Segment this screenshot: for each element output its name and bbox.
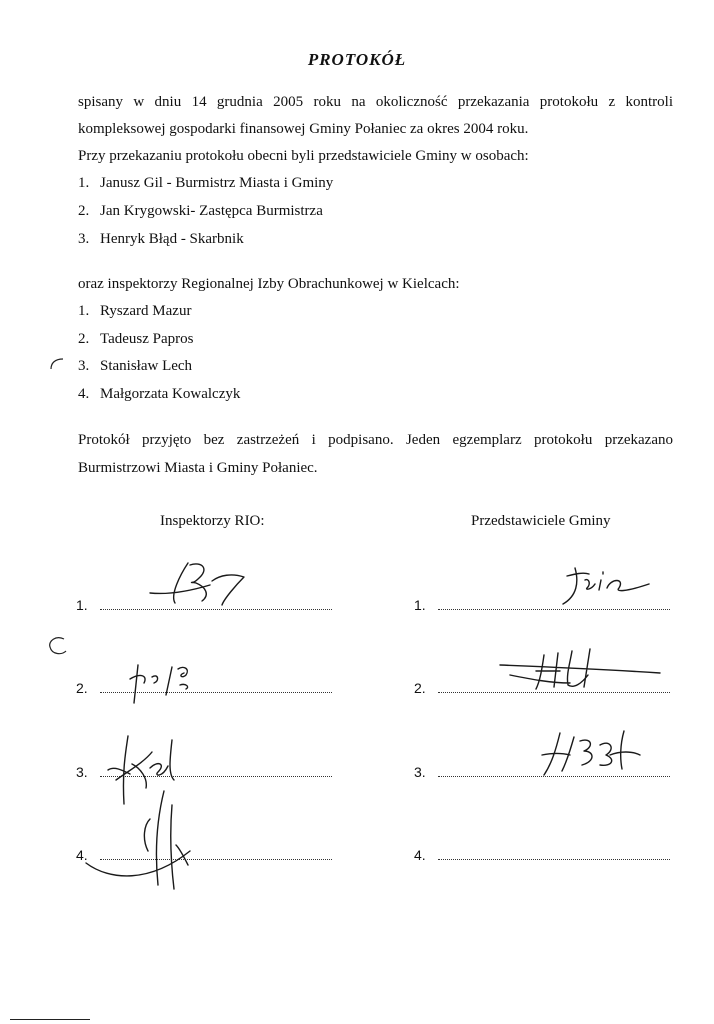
item-text: Stanisław Lech: [100, 358, 193, 374]
punch-hole-mark: [44, 633, 70, 659]
item-text: Jan Krygowski- Zastępca Burmistrza: [100, 203, 323, 219]
inspector-item: [78, 356, 192, 376]
signature-dotted-line: [438, 857, 670, 860]
closing-line-1: Protokół przyjęto bez zastrzeżeń i podpisano. Jeden egzemplarz protokołu przekazano: [78, 432, 673, 448]
intro-line-3: Przy przekazaniu protokołu obecni byli przedstawiciele Gminy w osobach:: [78, 148, 529, 164]
item-text: Henryk Błąd - Skarbnik: [100, 231, 244, 247]
handwritten-signature: [80, 785, 200, 895]
handwritten-signature: [470, 645, 670, 695]
signature-line-right-4: [414, 847, 670, 863]
item-number: 2.: [78, 203, 90, 219]
signature-number: 2.: [76, 680, 88, 696]
inspector-item: [78, 384, 240, 404]
item-text: Ryszard Mazur: [100, 303, 192, 319]
signature-number: 2.: [414, 680, 426, 696]
document-title: PROTOKÓŁ: [307, 50, 407, 69]
signature-number: 1.: [414, 597, 426, 613]
intro-line-1: spisany w dniu 14 grudnia 2005 roku na okoliczność przekazania protokołu z kontroli: [78, 94, 673, 110]
inspectors-heading: Inspektorzy RIO:: [160, 513, 265, 529]
item-text: Tadeusz Papros: [100, 331, 194, 347]
item-number: 3.: [78, 231, 90, 247]
footer-rule: [10, 1019, 90, 1020]
signature-number: 3.: [414, 764, 426, 780]
intro-line-2: kompleksowej gospodarki finansowej Gminy Połaniec za okres 2004 roku.: [78, 121, 529, 137]
item-number: 2.: [78, 331, 90, 347]
item-number: 3.: [78, 358, 90, 374]
gmina-heading: Przedstawiciele Gminy: [471, 513, 611, 529]
item-text: Janusz Gil - Burmistrz Miasta i Gminy: [100, 175, 334, 191]
handwritten-signature: [120, 655, 220, 710]
gmina-rep-item: [78, 173, 333, 193]
inspectors-intro: oraz inspektorzy Regionalnej Izby Obrachunkowej w Kielcach:: [78, 276, 460, 292]
handwritten-signature: [540, 725, 650, 780]
inspector-item: [78, 329, 194, 349]
closing-line-2: Burmistrzowi Miasta i Gminy Połaniec.: [78, 460, 318, 476]
scan-mark: [45, 355, 69, 375]
inspector-item: [78, 301, 191, 321]
item-text: Małgorzata Kowalczyk: [100, 386, 241, 402]
signature-number: 3.: [76, 764, 88, 780]
gmina-rep-item: [78, 201, 323, 221]
gmina-rep-item: [78, 229, 244, 249]
signature-number: 4.: [414, 847, 426, 863]
handwritten-signature: [140, 555, 250, 610]
signature-number: 4.: [76, 847, 88, 863]
item-number: 1.: [78, 175, 90, 191]
item-number: 4.: [78, 386, 90, 402]
handwritten-signature: [555, 560, 665, 610]
item-number: 1.: [78, 303, 90, 319]
signature-number: 1.: [76, 597, 88, 613]
